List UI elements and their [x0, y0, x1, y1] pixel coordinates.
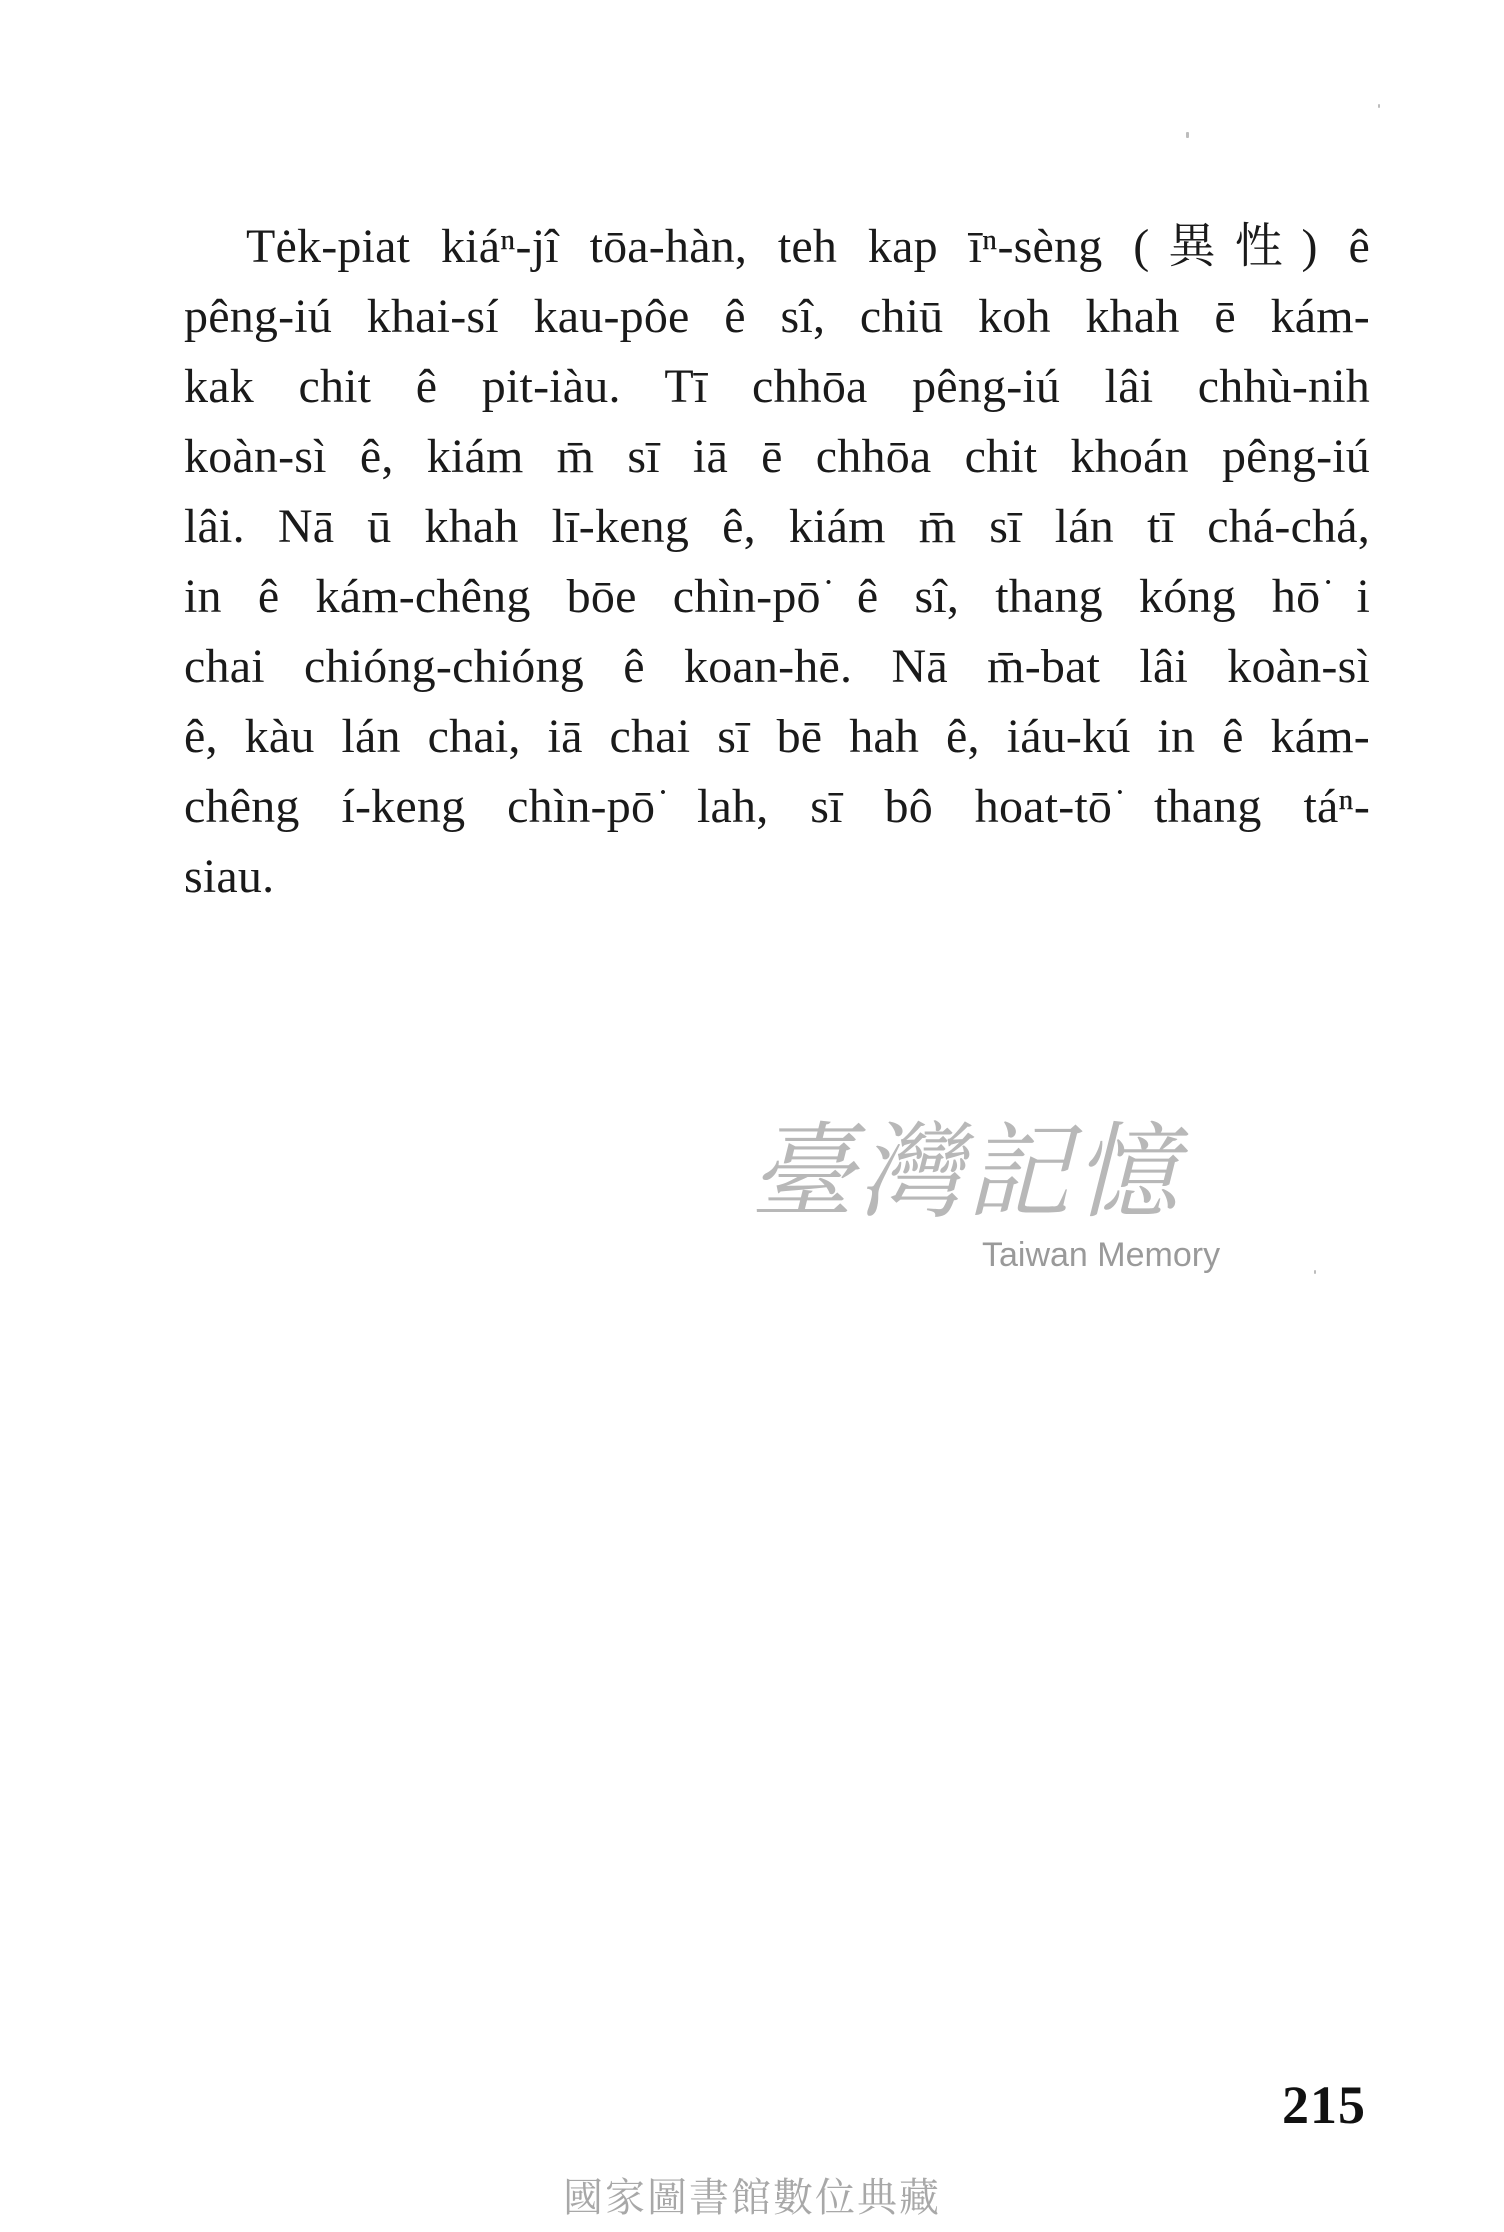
text-line: kak chit ê pit-iàu. Tī chhōa pêng-iú lâi chhù-nih — [184, 360, 1370, 413]
scan-speck — [1314, 1270, 1316, 1274]
text-line: lâi. Nā ū khah lī-keng ê, kiám m̄ sī lán tī chá-chá, — [184, 500, 1370, 553]
text-line: koàn-sì ê, kiám m̄ sī iā ē chhōa chit khoán pêng-iú — [184, 430, 1370, 483]
footer-library-collection: 國家圖書館數位典藏 — [563, 2175, 941, 2221]
taiwan-memory-watermark — [750, 1112, 1230, 1282]
text-line: Tėk-piat kiáⁿ-jî tōa-hàn, teh kap īⁿ-sèng (異性) ê — [246, 220, 1370, 273]
scan-speck — [1378, 104, 1380, 108]
watermark-english-label: Taiwan Memory — [982, 1236, 1221, 1274]
text-line: chêng í-keng chìn-pō͘ lah, sī bô hoat-tō͘ thang táⁿ- — [184, 780, 1370, 833]
page-number: 215 — [1282, 2075, 1366, 2135]
watermark-cjk-logo: 臺灣記憶 — [750, 1111, 1183, 1233]
text-line: in ê kám-chêng bōe chìn-pō͘ ê sî, thang kóng hō͘ i — [184, 570, 1370, 623]
text-line: ê, kàu lán chai, iā chai sī bē hah ê, iáu-kú in ê kám- — [184, 710, 1370, 763]
text-line: chai chióng-chióng ê koan-hē. Nā m̄-bat lâi koàn-sì — [184, 640, 1370, 693]
body-paragraph — [184, 212, 1370, 912]
scan-speck — [1186, 132, 1189, 138]
text-line: siau. — [184, 850, 275, 903]
text-line: pêng-iú khai-sí kau-pôe ê sî, chiū koh khah ē kám- — [184, 290, 1370, 343]
